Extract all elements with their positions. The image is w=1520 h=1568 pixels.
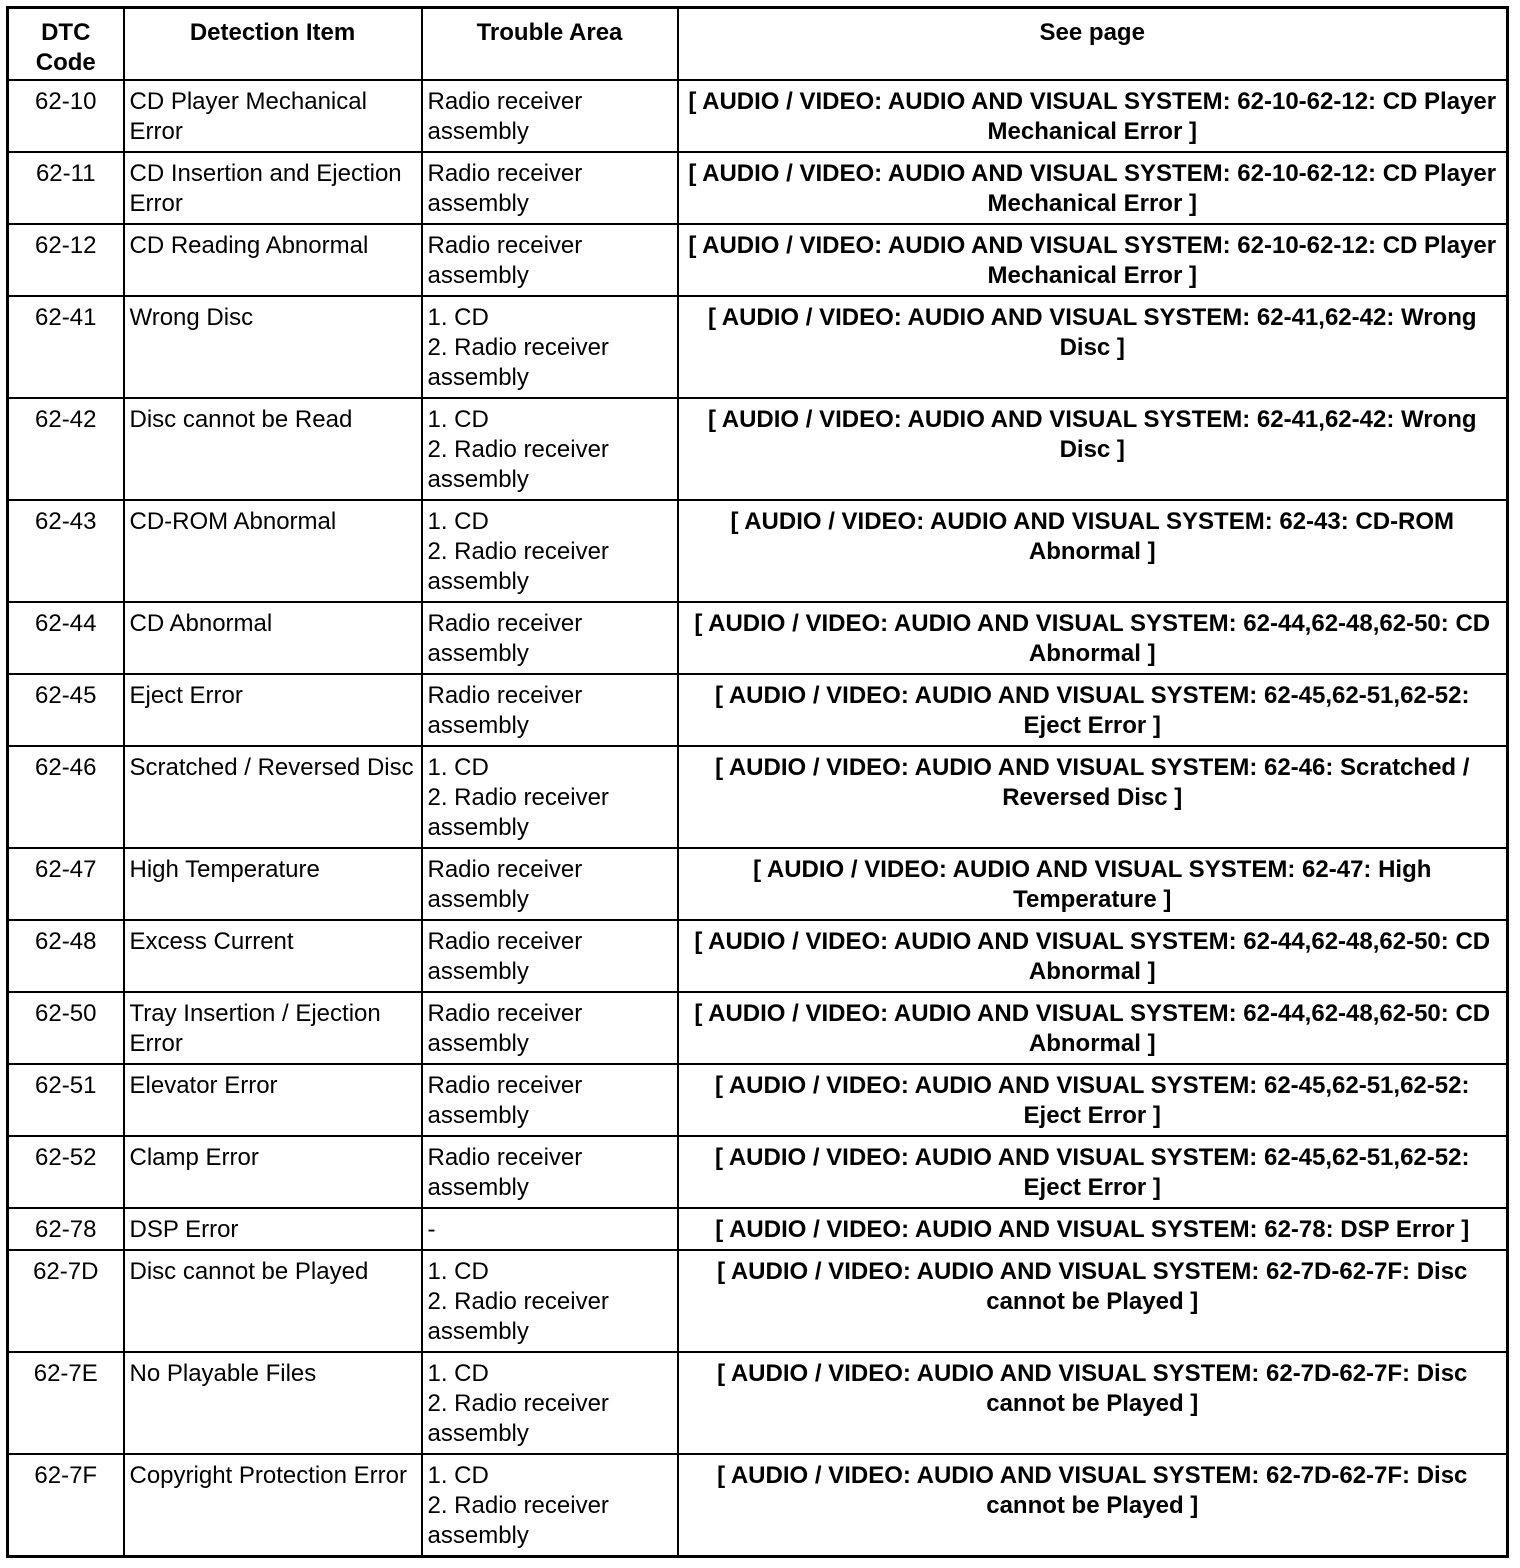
cell-dtc-code: 62-78 [8,1208,124,1250]
table-row [8,296,1508,398]
cell-dtc-code: 62-43 [8,500,124,602]
cell-trouble-area: Radio receiver assembly [422,920,678,992]
cell-detection-item: Tray Insertion / Ejection Error [124,992,422,1064]
cell-detection-item: Eject Error [124,674,422,746]
table-row [8,500,1508,602]
cell-see-page-link[interactable]: [ AUDIO / VIDEO: AUDIO AND VISUAL SYSTEM: 62-44,62-48,62-50: CD Abnormal ] [678,602,1508,674]
cell-dtc-code: 62-7E [8,1352,124,1454]
cell-see-page-link[interactable]: [ AUDIO / VIDEO: AUDIO AND VISUAL SYSTEM: 62-44,62-48,62-50: CD Abnormal ] [678,992,1508,1064]
table-row [8,1208,1508,1250]
cell-dtc-code: 62-47 [8,848,124,920]
table-row [8,152,1508,224]
table-row [8,398,1508,500]
cell-trouble-area: - [422,1208,678,1250]
cell-see-page-link[interactable]: [ AUDIO / VIDEO: AUDIO AND VISUAL SYSTEM: 62-7D-62-7F: Disc cannot be Played ] [678,1250,1508,1352]
cell-dtc-code: 62-45 [8,674,124,746]
cell-trouble-area: 1. CD 2. Radio receiver assembly [422,1454,678,1557]
header-see-page: See page [678,8,1508,80]
cell-trouble-area: Radio receiver assembly [422,152,678,224]
cell-dtc-code: 62-42 [8,398,124,500]
cell-dtc-code: 62-51 [8,1064,124,1136]
cell-detection-item: Clamp Error [124,1136,422,1208]
table-row [8,602,1508,674]
table-row [8,224,1508,296]
cell-see-page-link[interactable]: [ AUDIO / VIDEO: AUDIO AND VISUAL SYSTEM: 62-43: CD-ROM Abnormal ] [678,500,1508,602]
cell-trouble-area: Radio receiver assembly [422,224,678,296]
cell-see-page-link[interactable]: [ AUDIO / VIDEO: AUDIO AND VISUAL SYSTEM: 62-7D-62-7F: Disc cannot be Played ] [678,1352,1508,1454]
cell-detection-item: Wrong Disc [124,296,422,398]
table-header [8,8,1508,80]
cell-trouble-area: 1. CD 2. Radio receiver assembly [422,398,678,500]
cell-detection-item: CD Abnormal [124,602,422,674]
table-row [8,992,1508,1064]
cell-trouble-area: Radio receiver assembly [422,602,678,674]
table-row [8,1250,1508,1352]
cell-dtc-code: 62-7F [8,1454,124,1557]
cell-trouble-area: Radio receiver assembly [422,674,678,746]
table-row [8,1454,1508,1557]
dtc-table [6,6,1509,1558]
cell-see-page-link[interactable]: [ AUDIO / VIDEO: AUDIO AND VISUAL SYSTEM: 62-41,62-42: Wrong Disc ] [678,296,1508,398]
table-row [8,1352,1508,1454]
cell-see-page-link[interactable]: [ AUDIO / VIDEO: AUDIO AND VISUAL SYSTEM: 62-45,62-51,62-52: Eject Error ] [678,1064,1508,1136]
table-row [8,1064,1508,1136]
cell-detection-item: High Temperature [124,848,422,920]
cell-detection-item: Disc cannot be Read [124,398,422,500]
cell-dtc-code: 62-44 [8,602,124,674]
cell-trouble-area: Radio receiver assembly [422,80,678,152]
table-row [8,746,1508,848]
cell-see-page-link[interactable]: [ AUDIO / VIDEO: AUDIO AND VISUAL SYSTEM: 62-45,62-51,62-52: Eject Error ] [678,1136,1508,1208]
cell-see-page-link[interactable]: [ AUDIO / VIDEO: AUDIO AND VISUAL SYSTEM: 62-47: High Temperature ] [678,848,1508,920]
table-row [8,80,1508,152]
cell-detection-item: Disc cannot be Played [124,1250,422,1352]
cell-dtc-code: 62-41 [8,296,124,398]
cell-dtc-code: 62-12 [8,224,124,296]
header-trouble-area: Trouble Area [422,8,678,80]
cell-trouble-area: 1. CD 2. Radio receiver assembly [422,746,678,848]
cell-detection-item: CD Insertion and Ejection Error [124,152,422,224]
cell-trouble-area: Radio receiver assembly [422,1064,678,1136]
cell-see-page-link[interactable]: [ AUDIO / VIDEO: AUDIO AND VISUAL SYSTEM: 62-10-62-12: CD Player Mechanical Error ] [678,80,1508,152]
cell-detection-item: Excess Current [124,920,422,992]
table-row [8,920,1508,992]
header-detection-item: Detection Item [124,8,422,80]
cell-detection-item: CD Player Mechanical Error [124,80,422,152]
cell-dtc-code: 62-11 [8,152,124,224]
cell-trouble-area: 1. CD 2. Radio receiver assembly [422,1352,678,1454]
cell-trouble-area: 1. CD 2. Radio receiver assembly [422,1250,678,1352]
cell-dtc-code: 62-7D [8,1250,124,1352]
header-row [8,8,1508,80]
cell-detection-item: CD Reading Abnormal [124,224,422,296]
cell-dtc-code: 62-50 [8,992,124,1064]
cell-trouble-area: Radio receiver assembly [422,848,678,920]
cell-detection-item: Scratched / Reversed Disc [124,746,422,848]
cell-dtc-code: 62-48 [8,920,124,992]
cell-detection-item: Copyright Protection Error [124,1454,422,1557]
cell-detection-item: Elevator Error [124,1064,422,1136]
cell-see-page-link[interactable]: [ AUDIO / VIDEO: AUDIO AND VISUAL SYSTEM: 62-10-62-12: CD Player Mechanical Error ] [678,152,1508,224]
cell-dtc-code: 62-52 [8,1136,124,1208]
cell-trouble-area: Radio receiver assembly [422,992,678,1064]
cell-detection-item: No Playable Files [124,1352,422,1454]
table-row [8,1136,1508,1208]
cell-see-page-link[interactable]: [ AUDIO / VIDEO: AUDIO AND VISUAL SYSTEM: 62-10-62-12: CD Player Mechanical Error ] [678,224,1508,296]
cell-see-page-link[interactable]: [ AUDIO / VIDEO: AUDIO AND VISUAL SYSTEM: 62-78: DSP Error ] [678,1208,1508,1250]
table-row [8,848,1508,920]
cell-see-page-link[interactable]: [ AUDIO / VIDEO: AUDIO AND VISUAL SYSTEM: 62-7D-62-7F: Disc cannot be Played ] [678,1454,1508,1557]
cell-detection-item: CD-ROM Abnormal [124,500,422,602]
table-row [8,674,1508,746]
header-dtc-code: DTC Code [8,8,124,80]
cell-trouble-area: Radio receiver assembly [422,1136,678,1208]
cell-trouble-area: 1. CD 2. Radio receiver assembly [422,296,678,398]
cell-dtc-code: 62-10 [8,80,124,152]
cell-trouble-area: 1. CD 2. Radio receiver assembly [422,500,678,602]
cell-see-page-link[interactable]: [ AUDIO / VIDEO: AUDIO AND VISUAL SYSTEM: 62-45,62-51,62-52: Eject Error ] [678,674,1508,746]
cell-detection-item: DSP Error [124,1208,422,1250]
cell-see-page-link[interactable]: [ AUDIO / VIDEO: AUDIO AND VISUAL SYSTEM: 62-41,62-42: Wrong Disc ] [678,398,1508,500]
cell-dtc-code: 62-46 [8,746,124,848]
cell-see-page-link[interactable]: [ AUDIO / VIDEO: AUDIO AND VISUAL SYSTEM: 62-44,62-48,62-50: CD Abnormal ] [678,920,1508,992]
table-body [8,80,1508,1557]
cell-see-page-link[interactable]: [ AUDIO / VIDEO: AUDIO AND VISUAL SYSTEM: 62-46: Scratched / Reversed Disc ] [678,746,1508,848]
